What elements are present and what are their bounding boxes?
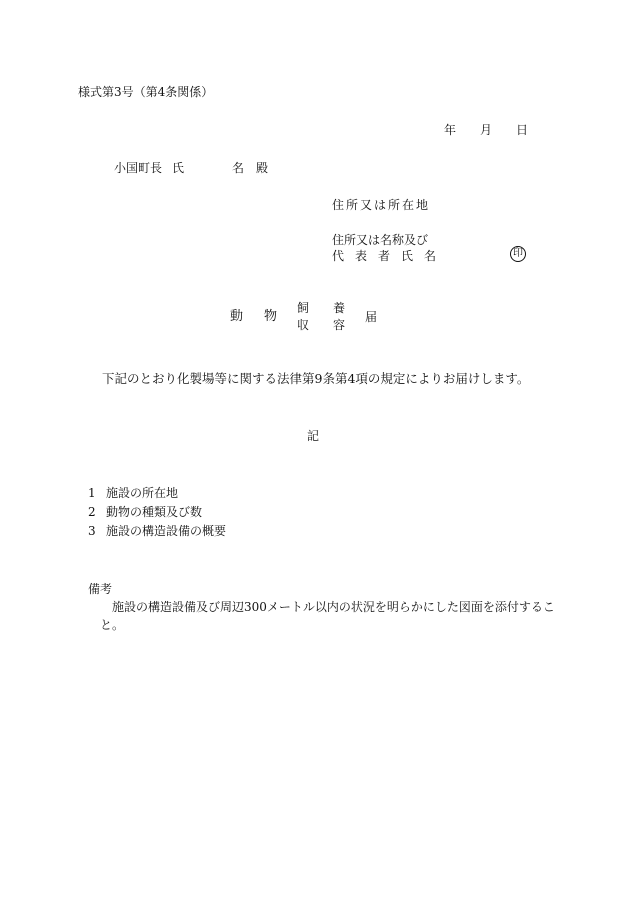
title-char: 容	[333, 318, 346, 332]
rep-char: 表	[355, 249, 368, 263]
item-text: 施設の所在地	[106, 486, 179, 500]
date-year-label: 年	[444, 123, 457, 137]
title-char: 届	[365, 310, 378, 324]
item-number: 2	[88, 505, 96, 519]
title-char: 飼	[297, 301, 310, 315]
remarks-line2: と。	[100, 618, 125, 632]
remarks-line1: 施設の構造設備及び周辺300メートル以内の状況を明らかにした図面を添付するこ	[112, 600, 555, 614]
item-text: 動物の種類及び数	[106, 505, 203, 519]
item-number: 3	[88, 524, 96, 538]
addressee-town: 小国町長	[114, 161, 163, 175]
ki-heading: 記	[307, 429, 320, 443]
rep-char: 氏	[401, 249, 414, 263]
body-text: 下記のとおり化製場等に関する法律第9条第4項の規定によりお届けします。	[102, 371, 530, 386]
seal-mark: 印	[510, 246, 526, 262]
list-item	[88, 487, 178, 499]
remarks-heading: 備考	[88, 582, 113, 596]
rep-char: 代	[332, 249, 345, 263]
title-char: 動	[230, 309, 244, 324]
address-label: 住所又は所在地	[332, 198, 431, 212]
title-char: 収	[297, 318, 310, 332]
item-number: 1	[88, 486, 96, 500]
list-item	[88, 525, 226, 537]
form-number: 様式第3号（第4条関係）	[78, 85, 214, 99]
addressee-den: 殿	[256, 161, 269, 175]
date-month-label: 月	[480, 123, 493, 137]
addressee-mei: 名	[232, 161, 245, 175]
title-char: 養	[333, 301, 346, 315]
rep-char: 名	[424, 249, 437, 263]
addressee-shi: 氏	[172, 161, 185, 175]
date-day-label: 日	[516, 123, 529, 137]
title-char: 物	[264, 309, 278, 324]
representative-label-line2	[332, 250, 436, 262]
item-text: 施設の構造設備の概要	[106, 524, 227, 538]
representative-label-line1: 住所又は名称及び	[332, 233, 429, 247]
rep-char: 者	[378, 249, 391, 263]
list-item	[88, 506, 202, 518]
